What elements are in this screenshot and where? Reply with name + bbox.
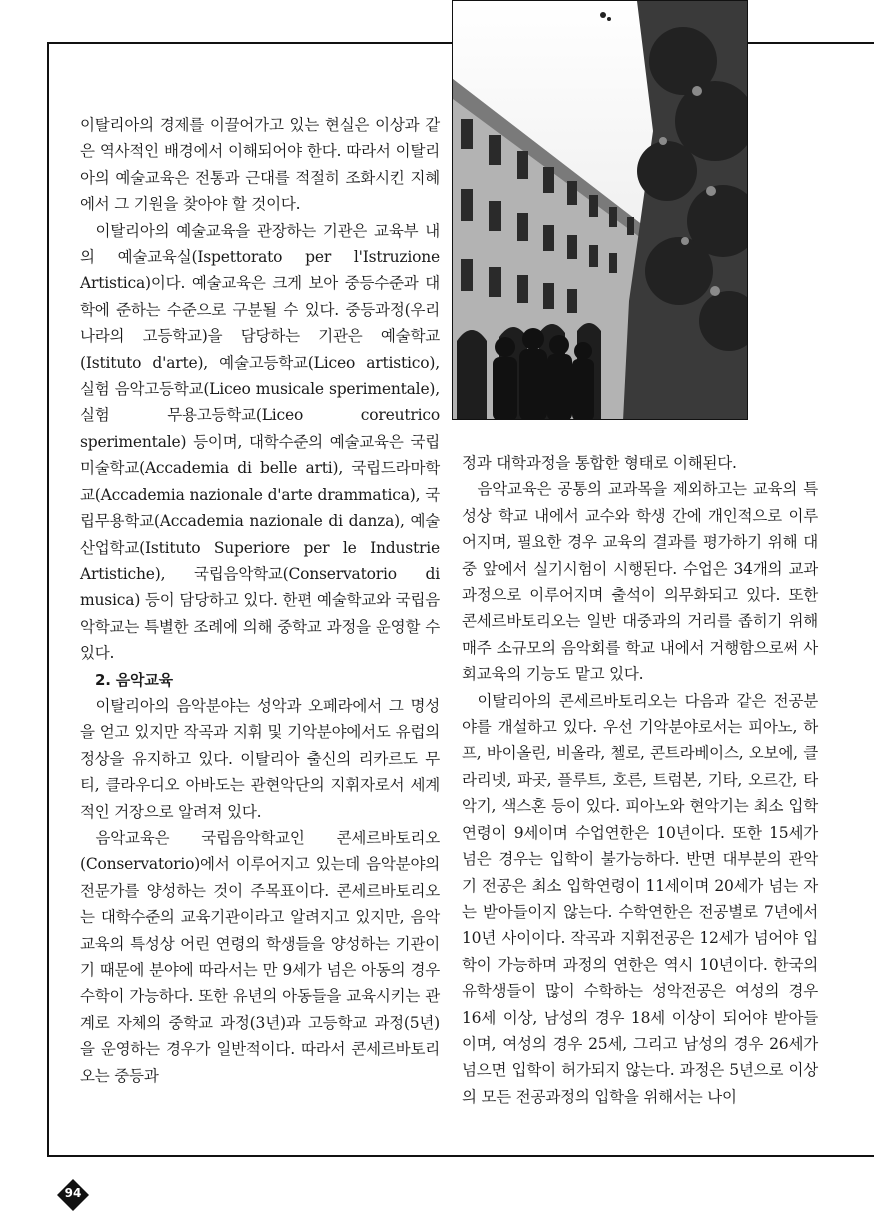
right-text-column <box>462 450 818 1110</box>
left-paragraph-2: 이탈리아의 예술교육을 관장하는 기관은 교육부 내의 예술교육실(Ispettorato per l'Istruzione Artistica)이다. 예술교육은 크게 보아 중등수준과 대학에 준하는 수준으로 구분될 수 있다. 중등과정(우리 나라의 고등학교)을 담당하는 기관은 예술학교(Istituto d'arte), 예술고등학교(Liceo artistico), 실험 음악고등학교(Liceo musicale sperimentale), 실험 무용고등학교(Liceo coreutrico sperimentale) 등이며, 대학수준의 예술교육은 국립미술학교(Accademia di belle arti), 국립드라마학교(Accademia nazionale d'arte drammatica), 국립무용학교(Accademia nazionale di danza), 예술산업학교(Istituto Superiore per le Industrie Artistiche), 국립음악학교(Conservatorio di musica) 등이 담당하고 있다. 한편 예술학교와 국립음악학교는 특별한 조례에 의해 중학교 과정을 운영할 수 있다. <box>80 221 440 663</box>
section-heading-music-education: 2. 음악교육 <box>95 670 173 689</box>
left-text-column <box>80 112 440 1089</box>
left-paragraph-1: 이탈리아의 경제를 이끌어가고 있는 현실은 이상과 같은 역사적인 배경에서 이해되어야 한다. 따라서 이탈리아의 예술교육은 전통과 근대를 적절히 조화시킨 지혜에서 그 기원을 찾아야 할 것이다. <box>80 116 440 214</box>
right-paragraph-3: 이탈리아의 콘세르바토리오는 다음과 같은 전공분야를 개설하고 있다. 우선 기악분야로서는 피아노, 하프, 바이올린, 비올라, 첼로, 콘트라베이스, 오보에, 클라리넷, 파곳, 플루트, 호른, 트럼본, 기타, 오르간, 타악기, 색스혼 등이 있다. 피아노와 현악기는 최소 입학연령이 9세이며 수업연한은 10년이다. 또한 15세가 넘은 경우는 입학이 불가능하다. 반면 대부분의 관악기 전공은 최소 입학연령이 11세이며 20세가 넘는 자는 받아들이지 않는다. 수학연한은 전공별로 7년에서 10년 사이이다. 작곡과 지휘전공은 12세가 넘어야 입학이 가능하며 과정의 연한은 역시 10년이다. 한국의 유학생들이 많이 수학하는 성악전공은 여성의 경우 16세 이상, 남성의 경우 18세 이상이 되어야 받아들이며, 여성의 경우 25세, 그리고 남성의 경우 26세가 넘으면 입학이 허가되지 않는다. 과정은 5년으로 이상의 모든 전공과정의 입학을 위해서는 나이 <box>462 691 818 1106</box>
courtyard-photo <box>452 0 748 420</box>
frame-left-rule <box>47 42 49 1155</box>
frame-bottom-rule <box>47 1155 874 1157</box>
left-paragraph-4: 음악교육은 국립음악학교인 콘세르바토리오(Conservatorio)에서 이루어지고 있는데 음악분야의 전문가를 양성하는 것이 주목표이다. 콘세르바토리오는 대학수준의 교육기관이라고 알려지고 있지만, 음악교육의 특성상 어린 연령의 학생들을 양성하는 기관이기 때문에 분야에 따라서는 만 9세가 넘은 아동의 경우 수학이 가능하다. 또한 유년의 아동들을 교육시키는 관계로 자체의 중학교 과정(3년)과 고등학교 과정(5년)을 운영하는 경우가 일반적이다. 따라서 콘세르바토리오는 중등과 <box>80 828 440 1085</box>
frame-top-rule <box>47 42 452 44</box>
right-paragraph-2: 음악교육은 공통의 교과목을 제외하고는 교육의 특성상 학교 내에서 교수와 학생 간에 개인적으로 이루어지며, 필요한 경우 교육의 결과를 평가하기 위해 대중 앞에서 실기시험이 시행된다. 수업은 34개의 교과과정으로 이루어지며 출석이 의무화되고 있다. 또한 콘세르바토리오는 일반 대중과의 거리를 좁히기 위해 매주 소규모의 음악회를 학교 내에서 거행함으로써 사회교육의 기능도 맡고 있다. <box>462 480 818 684</box>
page-number: 94 <box>64 1186 82 1200</box>
right-paragraph-1: 정과 대학과정을 통합한 형태로 이해된다. <box>462 454 737 472</box>
left-paragraph-3: 이탈리아의 음악분야는 성악과 오페라에서 그 명성을 얻고 있지만 작곡과 지휘 및 기악분야에서도 유럽의 정상을 유지하고 있다. 이탈리아 출신의 리카르도 무티, 클라우디오 아바도는 관현악단의 지휘자로서 세계적인 거장으로 알려져 있다. <box>80 696 440 821</box>
frame-top-right-rule <box>748 42 874 44</box>
